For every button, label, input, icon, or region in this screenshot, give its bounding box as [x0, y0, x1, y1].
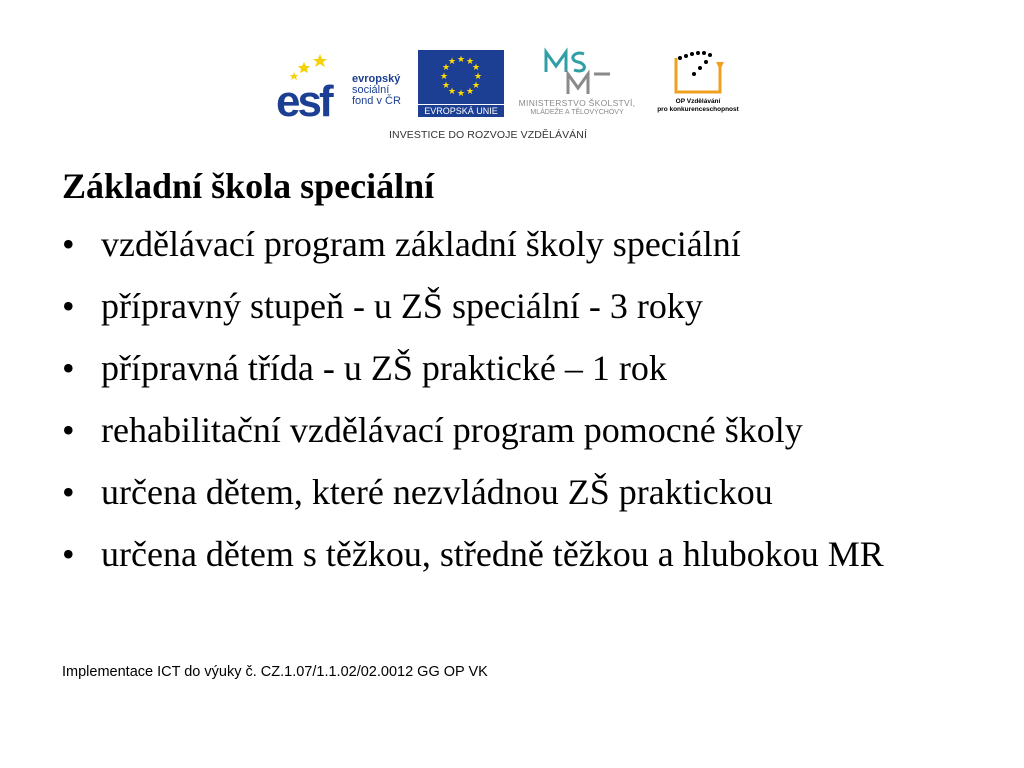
bullet-text: určena dětem, které nezvládnou ZŠ praktickou [101, 472, 773, 512]
svg-text:★: ★ [447, 57, 457, 67]
svg-text:★: ★ [465, 87, 475, 97]
bullet-list [62, 221, 982, 593]
investice-tagline: INVESTICE DO ROZVOJE VZDĚLÁVÁNÍ [389, 129, 587, 141]
bullet-icon: • [62, 410, 75, 450]
bullet-icon: • [62, 224, 75, 264]
op-logo [650, 48, 746, 122]
bullet-text: určena dětem s těžkou, středně těžkou a hlubokou MR [101, 534, 884, 574]
bullet-text: přípravný stupeň - u ZŠ speciální - 3 roky [101, 286, 703, 326]
svg-text:★: ★ [441, 63, 451, 73]
esf-wordmark [352, 74, 401, 107]
bullet-text: rehabilitační vzdělávací program pomocné školy [101, 410, 803, 450]
esf-line-3: fond v ČR [352, 95, 401, 107]
bullet-item [62, 221, 982, 267]
op-label-line-2: pro konkurenceschopnost [657, 106, 739, 113]
esf-line-1: evropský [352, 73, 401, 85]
eu-label: EVROPSKÁ UNIE [418, 105, 504, 117]
bullet-item [62, 345, 982, 391]
op-label-line-1: OP Vzdělávání [675, 98, 721, 105]
footer-text: Implementace ICT do výuky č. CZ.1.07/1.1.02/02.0012 GG OP VK [62, 664, 488, 680]
esf-mark-icon [274, 50, 354, 120]
bullet-text: přípravná třída - u ZŠ praktické – 1 rok [101, 348, 667, 388]
msmt-label [506, 98, 648, 118]
bullet-item [62, 531, 982, 577]
esf-line-2: sociální [352, 84, 390, 96]
bullet-item [62, 283, 982, 329]
svg-text:★: ★ [447, 87, 457, 97]
svg-text:★: ★ [465, 57, 475, 67]
bullet-icon: • [62, 534, 75, 574]
svg-text:★: ★ [471, 81, 481, 91]
msmt-label-line-2: MLÁDEŽE A TĚLOVÝCHOVY [530, 109, 624, 116]
bullet-icon: • [62, 348, 75, 388]
bullet-icon: • [62, 472, 75, 512]
op-mark-icon [650, 48, 746, 98]
svg-text:esf: esf [276, 77, 331, 120]
svg-text:★: ★ [441, 81, 451, 91]
msmt-mark-icon [506, 46, 648, 96]
op-label [650, 98, 746, 114]
bullet-item [62, 469, 982, 515]
msmt-label-line-1: MINISTERSTVO ŠKOLSTVÍ, [518, 98, 636, 108]
logo-banner [0, 0, 1024, 150]
svg-text:★: ★ [473, 72, 483, 82]
eu-flag-icon [418, 50, 504, 104]
bullet-item [62, 407, 982, 453]
slide-heading: Základní škola speciální [62, 166, 435, 206]
bullet-icon: • [62, 286, 75, 326]
eu-logo [418, 50, 504, 116]
svg-text:★: ★ [439, 72, 449, 82]
svg-text:★: ★ [471, 63, 481, 73]
svg-text:★: ★ [456, 89, 466, 99]
msmt-logo [506, 46, 648, 122]
bullet-text: vzdělávací program základní školy speciální [101, 224, 741, 264]
svg-text:★: ★ [456, 55, 466, 65]
